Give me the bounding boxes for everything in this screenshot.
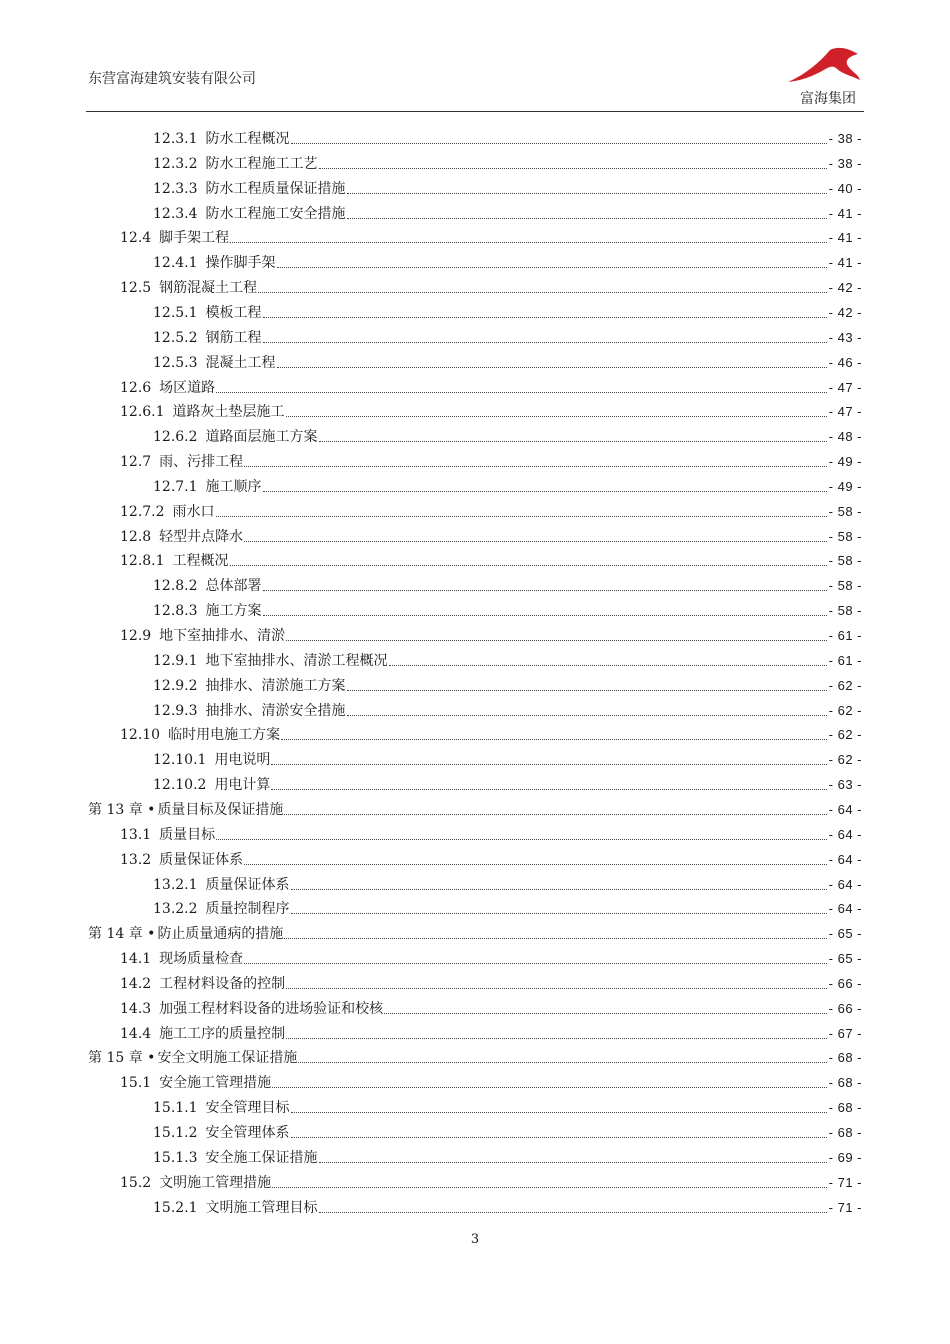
toc-entry-title: 安全施工管理措施 bbox=[159, 1075, 272, 1092]
toc-entry-title: 工程概况 bbox=[172, 553, 229, 570]
toc-entry-number: 12.7 bbox=[120, 454, 152, 471]
toc-entry-page: - 67 - bbox=[828, 1025, 862, 1041]
toc-entry-page: - 40 - bbox=[828, 180, 862, 196]
toc-entry-page: - 48 - bbox=[828, 429, 862, 445]
toc-entry[interactable] bbox=[88, 1043, 862, 1067]
toc-entry-number: 第 13 章 • bbox=[88, 801, 156, 818]
toc-dot-leader bbox=[244, 465, 826, 467]
toc-entry-number: 13.1 bbox=[120, 826, 152, 843]
toc-entry-page: - 62 - bbox=[828, 727, 862, 743]
toc-dot-leader bbox=[216, 838, 826, 840]
logo-swoosh bbox=[788, 48, 860, 82]
toc-entry-number: 12.9.2 bbox=[153, 677, 198, 694]
toc-entry-title: 用电说明 bbox=[214, 752, 271, 769]
toc-entry[interactable] bbox=[153, 124, 862, 148]
toc-dot-leader bbox=[263, 341, 827, 343]
toc-entry-number: 14.1 bbox=[120, 951, 152, 968]
company-name: 东营富海建筑安装有限公司 bbox=[88, 71, 256, 87]
toc-entry-title: 钢筋工程 bbox=[205, 329, 262, 346]
toc-entry-number: 12.3.2 bbox=[153, 155, 198, 172]
toc-dot-leader bbox=[291, 1136, 827, 1138]
toc-entry-number: 12.6.1 bbox=[120, 404, 165, 421]
page-number: 3 bbox=[470, 1232, 480, 1247]
toc-dot-leader bbox=[319, 167, 827, 169]
toc-dot-leader bbox=[271, 788, 826, 790]
toc-entry-title: 雨水口 bbox=[172, 503, 215, 520]
toc-dot-leader bbox=[291, 912, 827, 914]
toc-entry-number: 12.3.3 bbox=[153, 180, 198, 197]
toc-entry-page: - 62 - bbox=[828, 677, 862, 693]
toc-entry-title: 安全文明施工保证措施 bbox=[157, 1050, 298, 1067]
toc-entry[interactable] bbox=[120, 1068, 862, 1092]
toc-entry-title: 安全施工保证措施 bbox=[205, 1149, 318, 1166]
toc-entry-title: 安全管理目标 bbox=[205, 1100, 290, 1117]
toc-entry-title: 防水工程施工工艺 bbox=[205, 155, 318, 172]
toc-entry[interactable] bbox=[88, 795, 862, 819]
toc-entry[interactable] bbox=[120, 273, 862, 297]
toc-entry-page: - 65 - bbox=[828, 951, 862, 967]
toc-entry-page: - 58 - bbox=[828, 528, 862, 544]
toc-entry-page: - 38 - bbox=[828, 131, 862, 146]
toc-entry-number: 12.5 bbox=[120, 280, 152, 297]
toc-entry[interactable] bbox=[88, 919, 862, 943]
toc-entry-number: 12.8 bbox=[120, 528, 152, 545]
toc-entry-page: - 64 - bbox=[828, 851, 862, 867]
toc-entry-number: 13.2.1 bbox=[153, 876, 198, 893]
toc-entry-page: - 49 - bbox=[828, 454, 862, 470]
toc-entry[interactable] bbox=[120, 1019, 862, 1043]
toc-entry-number: 12.3.4 bbox=[153, 205, 198, 222]
toc-entry-title: 施工工序的质量控制 bbox=[159, 1025, 286, 1042]
toc-dot-leader bbox=[263, 614, 827, 616]
toc-entry[interactable] bbox=[153, 298, 862, 322]
toc-entry[interactable] bbox=[153, 1143, 862, 1167]
toc-entry-page: - 66 - bbox=[828, 975, 862, 991]
toc-entry[interactable] bbox=[153, 472, 862, 496]
toc-entry-number: 15.1 bbox=[120, 1075, 152, 1092]
toc-entry-number: 14.3 bbox=[120, 1000, 152, 1017]
toc-entry-page: - 58 - bbox=[828, 553, 862, 569]
toc-dot-leader bbox=[244, 863, 826, 865]
toc-entry[interactable] bbox=[120, 720, 862, 744]
toc-entry-page: - 63 - bbox=[828, 777, 862, 793]
toc-entry-number: 12.4 bbox=[120, 230, 152, 247]
toc-entry-number: 12.9.1 bbox=[153, 652, 198, 669]
toc-entry[interactable] bbox=[120, 994, 862, 1018]
toc-dot-leader bbox=[230, 564, 827, 566]
toc-dot-leader bbox=[291, 888, 827, 890]
toc-entry-page: - 68 - bbox=[828, 1100, 862, 1116]
toc-entry[interactable] bbox=[153, 745, 862, 769]
toc-entry-title: 操作脚手架 bbox=[205, 255, 276, 272]
toc-entry-title: 轻型井点降水 bbox=[159, 528, 244, 545]
toc-entry-title: 防水工程概况 bbox=[205, 131, 290, 147]
toc-dot-leader bbox=[277, 366, 827, 368]
toc-entry-number: 15.1.2 bbox=[153, 1125, 198, 1141]
toc-dot-leader bbox=[272, 1086, 826, 1088]
toc-entry-number: 12.6 bbox=[120, 379, 152, 396]
toc-entry-number: 12.10 bbox=[120, 727, 161, 744]
toc-entry-page: - 41 - bbox=[828, 230, 862, 246]
toc-entry-page: - 64 - bbox=[828, 901, 862, 917]
toc-entry[interactable] bbox=[153, 149, 862, 173]
toc-entry-number: 12.5.2 bbox=[153, 329, 198, 346]
toc-entry[interactable] bbox=[120, 621, 862, 645]
toc-entry-title: 总体部署 bbox=[205, 578, 262, 595]
toc-entry-number: 第 14 章 • bbox=[88, 926, 156, 943]
toc-entry-number: 13.2.2 bbox=[153, 901, 198, 918]
toc-entry[interactable] bbox=[153, 323, 862, 347]
toc-entry-title: 施工顺序 bbox=[205, 478, 262, 495]
toc-entry-title: 质量保证体系 bbox=[205, 876, 290, 893]
toc-dot-leader bbox=[244, 962, 826, 964]
toc-entry-page: - 41 - bbox=[828, 205, 862, 221]
toc-entry-title: 抽排水、清淤施工方案 bbox=[205, 677, 346, 694]
toc-entry-title: 雨、污排工程 bbox=[159, 454, 244, 471]
toc-entry-page: - 68 - bbox=[828, 1075, 862, 1091]
toc-entry-page: - 47 - bbox=[828, 404, 862, 420]
toc-dot-leader bbox=[291, 142, 827, 144]
toc-entry-title: 加强工程材料设备的进场验证和校核 bbox=[159, 1000, 384, 1017]
toc-entry[interactable] bbox=[153, 770, 862, 794]
toc-entry-title: 混凝土工程 bbox=[205, 354, 276, 371]
toc-entry-page: - 38 - bbox=[828, 155, 862, 171]
toc-entry-page: - 62 - bbox=[828, 702, 862, 718]
toc-entry-title: 质量目标 bbox=[159, 826, 216, 843]
toc-dot-leader bbox=[284, 813, 826, 815]
toc-entry-number: 12.9 bbox=[120, 628, 152, 644]
toc-entry-title: 工程材料设备的控制 bbox=[159, 975, 286, 992]
toc-entry-title: 抽排水、清淤安全措施 bbox=[205, 702, 346, 719]
toc-entry[interactable] bbox=[120, 522, 862, 546]
brand-name: 富海集团 bbox=[800, 91, 856, 107]
toc-entry-title: 质量保证体系 bbox=[159, 851, 244, 868]
toc-entry-number: 12.5.1 bbox=[153, 304, 198, 321]
toc-dot-leader bbox=[347, 689, 827, 691]
toc-entry[interactable] bbox=[120, 1168, 862, 1192]
toc-dot-leader bbox=[286, 1037, 826, 1039]
toc-dot-leader bbox=[277, 266, 827, 268]
toc-entry[interactable] bbox=[120, 546, 862, 570]
toc-dot-leader bbox=[347, 192, 827, 194]
toc-entry-number: 12.4.1 bbox=[153, 255, 198, 272]
toc-entry-number: 12.6.2 bbox=[153, 429, 198, 446]
toc-entry-page: - 71 - bbox=[828, 1199, 862, 1215]
toc-dot-leader bbox=[263, 490, 827, 492]
toc-entry-number: 12.9.3 bbox=[153, 702, 198, 719]
toc-dot-leader bbox=[263, 316, 827, 318]
toc-entry-title: 脚手架工程 bbox=[159, 230, 230, 247]
toc-dot-leader bbox=[298, 1061, 826, 1063]
toc-dot-leader bbox=[286, 987, 826, 989]
toc-entry-number: 12.10.2 bbox=[153, 777, 207, 794]
toc-entry-page: - 42 - bbox=[828, 280, 862, 296]
toc-dot-leader bbox=[258, 291, 826, 293]
toc-entry-number: 12.8.2 bbox=[153, 578, 198, 595]
toc-entry-number: 12.8.1 bbox=[120, 553, 165, 570]
toc-entry-page: - 71 - bbox=[828, 1174, 862, 1190]
toc-entry-title: 临时用电施工方案 bbox=[168, 727, 281, 744]
toc-entry[interactable] bbox=[120, 373, 862, 397]
toc-entry-title: 现场质量检查 bbox=[159, 951, 244, 968]
toc-entry-number: 12.8.3 bbox=[153, 603, 198, 620]
toc-entry-page: - 47 - bbox=[828, 379, 862, 395]
toc-entry-page: - 69 - bbox=[828, 1149, 862, 1165]
toc-entry-page: - 46 - bbox=[828, 354, 862, 370]
toc-entry-page: - 62 - bbox=[828, 752, 862, 768]
toc-entry[interactable] bbox=[120, 944, 862, 968]
toc-entry[interactable] bbox=[120, 845, 862, 869]
toc-entry[interactable] bbox=[153, 571, 862, 595]
toc-entry-page: - 58 - bbox=[828, 603, 862, 619]
toc-entry-page: - 64 - bbox=[828, 826, 862, 842]
toc-entry-page: - 64 - bbox=[828, 801, 862, 817]
toc-entry-title: 防水工程施工安全措施 bbox=[205, 205, 346, 222]
toc-dot-leader bbox=[216, 391, 826, 393]
toc-dot-leader bbox=[347, 714, 827, 716]
toc-dot-leader bbox=[347, 217, 827, 219]
toc-dot-leader bbox=[281, 738, 827, 740]
toc-entry[interactable] bbox=[120, 447, 862, 471]
toc-entry-title: 文明施工管理目标 bbox=[205, 1199, 318, 1216]
toc-entry-title: 模板工程 bbox=[205, 304, 262, 321]
toc-entry-page: - 58 - bbox=[828, 503, 862, 519]
toc-entry-title: 道路灰土垫层施工 bbox=[172, 404, 285, 421]
toc-entry-page: - 49 - bbox=[828, 478, 862, 494]
toc-entry[interactable] bbox=[153, 1093, 862, 1117]
toc-entry-page: - 66 - bbox=[828, 1000, 862, 1016]
toc-entry-title: 施工方案 bbox=[205, 603, 262, 620]
toc-entry-title: 防止质量通病的措施 bbox=[157, 926, 284, 943]
toc-entry[interactable] bbox=[153, 248, 862, 272]
toc-entry[interactable] bbox=[120, 223, 862, 247]
toc-entry-page: - 42 - bbox=[828, 304, 862, 320]
toc-dot-leader bbox=[389, 664, 827, 666]
toc-entry[interactable] bbox=[153, 1118, 862, 1142]
toc-entry-number: 15.1.3 bbox=[153, 1149, 198, 1166]
toc-entry-title: 地下室抽排水、清淤工程概况 bbox=[205, 652, 388, 669]
toc-dot-leader bbox=[272, 1186, 826, 1188]
toc-dot-leader bbox=[384, 1012, 826, 1014]
toc-entry-page: - 68 - bbox=[828, 1125, 862, 1140]
toc-entry-title: 用电计算 bbox=[214, 777, 271, 794]
toc-entry-page: - 64 - bbox=[828, 876, 862, 892]
toc-entry-page: - 68 - bbox=[828, 1050, 862, 1066]
toc-entry-title: 质量控制程序 bbox=[205, 901, 290, 918]
toc-entry[interactable] bbox=[153, 199, 862, 223]
toc-dot-leader bbox=[286, 639, 826, 641]
toc-entry[interactable] bbox=[120, 969, 862, 993]
toc-entry[interactable] bbox=[153, 646, 862, 670]
toc-entry-number: 15.2.1 bbox=[153, 1199, 198, 1216]
toc-entry-title: 防水工程质量保证措施 bbox=[205, 180, 346, 197]
toc-dot-leader bbox=[286, 415, 827, 417]
toc-entry-number: 12.3.1 bbox=[153, 131, 198, 147]
toc-entry-number: 13.2 bbox=[120, 851, 152, 868]
toc-entry-page: - 65 - bbox=[828, 926, 862, 942]
toc-entry-title: 安全管理体系 bbox=[205, 1125, 290, 1141]
toc-entry-number: 15.2 bbox=[120, 1174, 152, 1191]
toc-entry[interactable] bbox=[153, 174, 862, 198]
toc-entry[interactable] bbox=[153, 696, 862, 720]
toc-entry-title: 道路面层施工方案 bbox=[205, 429, 318, 446]
toc-entry-number: 14.2 bbox=[120, 975, 152, 992]
toc-dot-leader bbox=[271, 763, 826, 765]
toc-entry[interactable] bbox=[120, 397, 862, 421]
toc-entry[interactable] bbox=[153, 348, 862, 372]
toc-dot-leader bbox=[319, 1211, 827, 1213]
toc-entry-number: 12.10.1 bbox=[153, 752, 207, 769]
toc-dot-leader bbox=[319, 1161, 827, 1163]
toc-entry-page: - 61 - bbox=[828, 652, 862, 668]
toc-dot-leader bbox=[230, 241, 826, 243]
toc-entry[interactable] bbox=[153, 894, 862, 918]
toc-dot-leader bbox=[216, 515, 827, 517]
toc-entry-number: 12.7.2 bbox=[120, 503, 165, 520]
company-logo-icon bbox=[786, 44, 862, 88]
toc-entry-number: 12.7.1 bbox=[153, 478, 198, 495]
toc-entry[interactable] bbox=[120, 497, 862, 521]
header-divider bbox=[86, 111, 864, 112]
toc-dot-leader bbox=[244, 540, 826, 542]
toc-entry[interactable] bbox=[153, 596, 862, 620]
toc-entry-number: 15.1.1 bbox=[153, 1100, 198, 1117]
toc-entry[interactable] bbox=[153, 422, 862, 446]
toc-entry[interactable] bbox=[120, 820, 862, 844]
toc-entry-page: - 58 - bbox=[828, 578, 862, 594]
toc-entry[interactable] bbox=[153, 1193, 862, 1217]
toc-entry-title: 钢筋混凝土工程 bbox=[159, 280, 258, 297]
toc-entry-number: 14.4 bbox=[120, 1025, 152, 1042]
toc-entry[interactable] bbox=[153, 671, 862, 695]
toc-entry-number: 12.5.3 bbox=[153, 354, 198, 371]
toc-dot-leader bbox=[263, 589, 827, 591]
toc-entry-page: - 43 - bbox=[828, 329, 862, 345]
toc-entry-title: 地下室抽排水、清淤 bbox=[159, 628, 286, 644]
toc-entry-title: 文明施工管理措施 bbox=[159, 1174, 272, 1191]
toc-entry[interactable] bbox=[153, 870, 862, 894]
toc-dot-leader bbox=[284, 937, 826, 939]
toc-entry-title: 质量目标及保证措施 bbox=[157, 801, 284, 818]
toc-entry-number: 第 15 章 • bbox=[88, 1050, 156, 1067]
toc-entry-page: - 61 - bbox=[828, 628, 862, 643]
toc-dot-leader bbox=[291, 1111, 827, 1113]
toc-dot-leader bbox=[319, 440, 827, 442]
toc-entry-title: 场区道路 bbox=[159, 379, 216, 396]
toc-entry-page: - 41 - bbox=[828, 255, 862, 271]
